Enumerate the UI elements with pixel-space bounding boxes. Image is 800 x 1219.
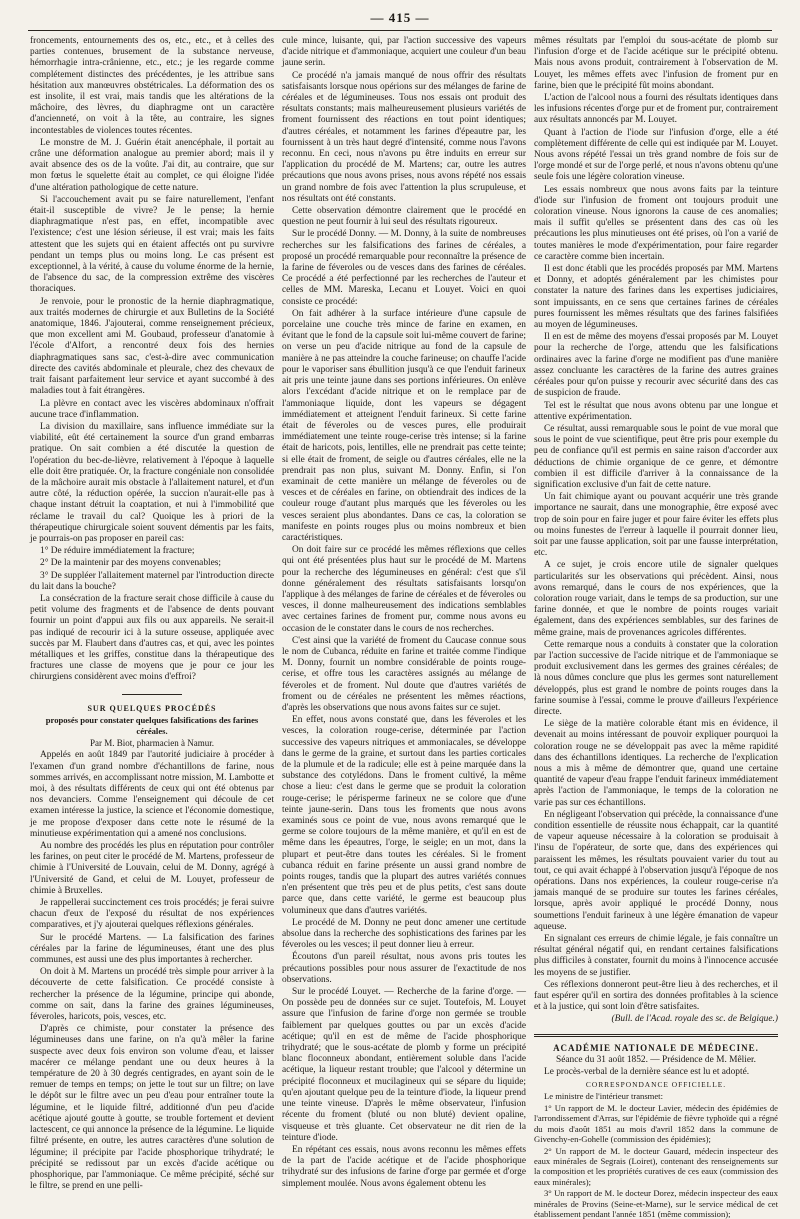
column-left — [30, 36, 274, 1192]
paragraph: Ce résultat, aussi remarquable sous le point de vue moral que sous le point de vue scientifique, peut être pris pour exemple du peu de confiance qu'il est permis en saine raison d'accorder aux déductions de chimie organique de ce genre, et démontre combien il est difficile d'arriver à la connaissance de la signification exclusive d'un fait de cette nature. — [534, 423, 778, 490]
paragraph: Il est donc établi que les procédés proposés par MM. Martens et Donny, et adoptés généralement par les chimistes pour constater la nature des farines dans les expertises judiciaires, sont impuissants, en ce sens que certaines farines de céréales pures fournissent les mêmes résultats que des farines falsifiées au moyen de légumineuses. — [534, 264, 778, 331]
paragraph: Il en est de même des moyens d'essai proposés par M. Louyet pour la recherche de l'orge, attendu que les falsifications ordinaires avec la farine d'orge ne modifient pas d'une manière assez concluante les caractères de la farine des autres graines céréales pour qu'on puisse y recourir avec sécurité dans des cas de suspicion de fraude. — [534, 332, 778, 399]
paragraph: Si l'accouchement avait pu se faire naturellement, l'enfant était-il susceptible de vivre? Je le pense; la hernie diaphragmatique n'est pas, en effet, incompatible avec l'existence; c'est une lésion sérieuse, il est vrai; mais les faits attestent que les sujets qui en étaient affectés ont pu survivre pendant un temps plus ou moins long. Le cas présent est exceptionnel, à la vérité, à cause du volume énorme de la hernie, de l'absence du sac, de la compression extrême des viscères thoraciques. — [30, 194, 274, 295]
paragraph: C'est ainsi que la variété de froment du Caucase connue sous le nom de Cubanca, réduite en farine et traitée comme l'indique M. Donny, fournit un nombre considérable de points rouge-cerise, et offre tous les caractères assignés au mélange de féveroles et de froment. Nul doute que d'autres variétés de froment ou de céréales ne présentent les mêmes réactions, d'après les observations que nous avons faites sur ce sujet. — [282, 635, 526, 713]
paragraph: En effet, nous avons constaté que, dans les féveroles et les vesces, la coloration rouge-cerise, déterminée par l'action successive des vapeurs nitriques et ammoniacales, se développe dans le germe de la graine, et surtout dans les parties corticales de la plumule et de la radicule; elle est à peine marquée dans la substance des cotylédons. Dans le froment cultivé, la même chose a lieu: c'est dans le germe que se produit la coloration rouge-cerise; le périsperme farineux ne se colore que d'une teinte jaune-serin. Dans tous les froments que nous avons examinés sous ce point de vue, nous avons remarqué que le germe se colore toujours de la même manière, et qu'il en est de même dans les épeautres, l'orge, le seigle; en un mot, dans la plupart et peut-être dans toutes les céréales. Si le froment cubanca réduit en farine présente un aussi grand nombre de points rouges, tandis que la plupart des autres variétés connues n'en présentent que très peu et de plus petits, c'est sans doute parce que, dans cette variété, le germe est beaucoup plus volumineux que dans d'autres variétés. — [282, 715, 526, 916]
list-item: Le ministre de l'intérieur transmet: — [544, 1091, 663, 1102]
source-citation: (Bull. de l'Acad. royale des sc. de Belgique.) — [611, 1014, 778, 1025]
section-title: SUR QUELQUES PROCÉDÉS — [87, 703, 217, 713]
paragraph: On fait adhérer à la surface intérieure d'une capsule de porcelaine une couche très mince de farine en examen, en évitant que le fond de la capsule soit lui-même couvert de farine; on verse un peu d'acide nitrique au fond de la capsule de manière à ne pas atteindre la couche farineuse; on chauffe l'acide pour le vaporiser sans ébullition jusqu'à ce que l'enduit farineux ait pris une teinte jaune dans ses portions inférieures. On enlève alors l'excédant d'acide nitrique et on le remplace par de l'ammoniaque liquide, dont les vapeurs se dégagent immédiatement et atteignent l'enduit farineux. Si cette farine était de féveroles ou de vesces pures, elle produirait immédiatement une teinte rouge-cerise très intense; si la farine était de haricots, pois, lentilles, elle ne prendrait pas cette teinte; si elle était de froment, de seigle ou d'autres céréales, elle ne la prendrait pas non plus, suivant M. Donny. Enfin, si l'on examinait de cette manière un mélange de féveroles ou de vesces et de céréales en farine, on obtiendrait des indices de la couleur rouge d'autant plus marqués que les féveroles ou les vesces seraient plus abondantes. Dans ce cas, la coloration se manifeste en points rouges plus ou moins nombreux et bien caractéristiques. — [282, 308, 526, 543]
paragraph: Les essais nombreux que nous avons faits par la teinture d'iode sur l'infusion de froment ont toujours produit une coloration vineuse. Nous ignorons la cause de ces anomalies; mais il suffit qu'elles se présentent dans des cas où les précautions les plus minutieuses ont été prises, où l'on a varié de toutes manières le mode d'expérimentation, pour faire regarder ce caractère comme bien incertain. — [534, 184, 778, 262]
paragraph: cule mince, luisante, qui, par l'action successive des vapeurs d'acide nitrique et d'ammoniaque, acquiert une couleur d'un beau jaune serin. — [282, 36, 526, 69]
paragraph: Le procédé de M. Donny ne peut donc amener une certitude absolue dans la recherche des sophistications des farines par les féveroles ou les vesces; il peut donner lieu à erreur. — [282, 917, 526, 951]
paragraph: Quant à l'action de l'iode sur l'infusion d'orge, elle a été complètement différente de celle qui est indiquée par M. Louyet. Nous avons répété l'essai un très grand nombre de fois sur de l'orge mondé et sur de l'orge perlé, et nous n'avons obtenu qu'une seule fois une légère coloration vineuse. — [534, 127, 778, 183]
paragraph: En signalant ces erreurs de chimie légale, je fais connaître un résultat général négatif qui, en rendant certaines falsifications plus difficiles à constater, fournit du moins à l'innocence accusée les moyens de se justifier. — [534, 934, 778, 978]
list-item: 3° Un rapport de M. le docteur Dorez, médecin inspecteur des eaux minérales de Provins (Seine-et-Marne), sur le service médical de cet établissement pendant l'année 1851 (même commission); — [534, 1188, 778, 1219]
paragraph: mêmes résultats par l'emploi du sous-acétate de plomb sur l'infusion d'orge et de l'acide acétique sur le précipité obtenu. Mais nous avons produit, contrairement à l'observation de M. Louyet, les mêmes effets avec l'infusion de froment pur en farine, bien que le précipité fût moins abondant. — [534, 36, 778, 91]
paragraph: Je rappellerai succinctement ces trois procédés; je ferai suivre chacun d'eux de l'exposé du résultat de nos expériences comparatives, et j'y ajouterai quelques réflexions générales. — [30, 898, 274, 931]
header-rule — [28, 30, 772, 31]
list-item: 2° De la maintenir par des moyens convenables; — [40, 558, 222, 569]
paragraph: A ce sujet, je crois encore utile de signaler quelques particularités sur les observations qui précèdent. Ainsi, nous avons remarqué, dans le cours de nos expériences, que la coloration rouge variait, dans le temps de sa production, sur une farine donnée, et que le nombre de points rouges variait également, dans des expériences semblables, sur des farines de même graine, mais de provenances agricoles différentes. — [534, 560, 778, 638]
section-subtitle: proposés pour constater quelques falsifications des farines céréales. — [45, 714, 259, 736]
session-line: Séance du 31 août 1852. — Présidence de M. Mêlier. — [556, 1054, 756, 1065]
paragraph: On doit faire sur ce procédé les mêmes réflexions que celles qui ont été présentées plus haut sur le procédé de M. Martens pour la recherche des légumineuses en général: c'est que s'il donne généralement des résultats satisfaisants lorsqu'on l'applique à des mélanges de farine de céréales et de féveroles ou vesces, il donne malheureusement des indications semblables avec certaines farines de froment pur, comme nous avons eu occasion de le constater dans le cours de nos recherches. — [282, 545, 526, 634]
paragraph: Ce procédé n'a jamais manqué de nous offrir des résultats satisfaisants lorsque nous opérions sur des mélanges de farine de céréales et de légumineuses. Tous nos essais ont produit des résultats constants; mais malheureusement plusieurs variétés de froment fournissent des réactions en tout point identiques; d'autres céréales, et notamment les farines d'épeautre par, les fournissent à un très haut degré d'intensité, comme nous l'avons reconnu. En ceci, nous n'avons pu être induits en erreur sur l'application du procédé de M. Martens; car, outre les autres précautions que nous avons prises, nous avons répété nos essais un grand nombre de fois avec l'attention la plus scrupuleuse, et nos résultats ont été constants. — [282, 70, 526, 204]
paragraph: On doit à M. Martens un procédé très simple pour arriver à la découverte de cette falsification. Ce procédé consiste à rechercher la présence de la légumine, principe qui abonde, comme on sait, dans la farine des graines légumineuses, féveroles, haricots, pois, vesces, etc. — [30, 967, 274, 1023]
paragraph: Tel est le résultat que nous avons obtenu par une longue et attentive expérimentation. — [534, 400, 778, 422]
paragraph: Appelés en août 1849 par l'autorité judiciaire à procéder à l'examen d'un grand nombre d'échantillons de farine, nous sommes arrivés, en accomplissant notre mission, M. Lambotte et moi, à des résultats différents de ceux qui ont été obtenus par nos devanciers. Comme l'enseignement qui découle de cet examen intéresse la justice, la science et l'économie domestique, je me propose d'exposer dans cette note le résumé de la minutieuse expérimentation qui a amené nos conclusions. — [30, 750, 274, 839]
list-item: 1° De réduire immédiatement la fracture; — [40, 546, 195, 557]
list-item: 1° Un rapport de M. le docteur Lavier, médecin des épidémies de l'arrondissement d'Arras, sur l'épidémie de fièvre typhoïde qui a régné du mois d'août 1851 au mois d'avril 1852 dans la commune de Givenchy-en-Gohelle (commission des épidémies); — [534, 1102, 778, 1145]
paragraph: La plèvre en contact avec les viscères abdominaux n'offrait aucune trace d'inflammation. — [30, 398, 274, 420]
paragraph: La consécration de la fracture serait chose difficile à cause du petit volume des fragments et de l'absence de dents pouvant fournir un point d'appui aux fils ou aux appareils. Ne serait-il pas indiqué de recourir ici à la suture osseuse, appliquée avec succès par M. Flaubert dans d'autres cas, et qui, avec les pointes métalliques et les griffes, constitue dans la thérapeutique des fractures une classe de moyens que je pour ce jour les chirurgiens considèrent avec moins d'effroi? — [30, 593, 274, 683]
paragraph: D'après ce chimiste, pour constater la présence des légumineuses dans une farine, on n'a qu'à mêler la farine suspecte avec deux fois environ son volume d'eau, et laisser macérer ce mélange pendant une ou deux heures à la température de 20 à 30 degrés centigrades, en ayant soin de le remuer de temps en temps; on jette le tout sur un filtre; on lave le dépôt sur le filtre avec un peu d'eau pour entraîner toute la légumine, et le liquide filtré, additionné d'un peu d'acide acétique ajouté goutte à goutte, se trouble fortement et devient lactescent, ce qui annonce la présence de la légumine. Le liquide filtré présente, en outre, les autres caractères d'une solution de légumine; il précipite par l'acide phosphorique trihydraté; le précipité se redissout par un excès d'acide acétique ou phosphorique, par l'ammoniaque. Ce même précipité, séché sur le filtre, se prend en une pelli- — [30, 1024, 274, 1192]
paragraph: Sur le procédé Louyet. — Recherche de la farine d'orge. — On possède peu de données sur ce sujet. Toutefois, M. Louyet assure que l'infusion de farine d'orge non germée se trouble faiblement par quelques gouttes ou par un excès d'acide acétique; qu'il en est de même de l'acide phosphorique trihydraté; que le sous-acétate de plomb y forme un précipité blanc floconneux abondant, entièrement soluble dans l'acide acétique, la liqueur restant trouble; que l'alcool y détermine un précipité floconneux et mucilagineux qui se sépare du liquide; qu'en ajoutant quelque peu de la teinture d'iode, la liqueur prend une teinte vineuse. D'après le même observateur, l'infusion récente du froment (bluté ou non bluté) devient opaline, visqueuse et très gluante. Cet observateur ne dit rien de la teinture d'iode. — [282, 987, 526, 1143]
section-divider — [122, 694, 182, 695]
paragraph: L'action de l'alcool nous a fourni des résultats identiques dans les infusions récentes d'orge pur et de froment pur, contrairement aux résultats annoncés par M. Louyet. — [534, 93, 778, 126]
paragraph: Je renvoie, pour le pronostic de la hernie diaphragmatique, aux traités modernes de chirurgie et aux Bulletins de la Société anatomique, 1846. J'ajouterai, comme renseignement précieux, que mon excellent ami M. Goubaud, professeur d'anatomie à l'école d'Alfort, a rencontré deux fois des hernies diaphragmatiques sans sac, c'est-à-dire avec communication directe des cavités abdominale et pleurale, chez des chevaux de trait faisant parfaitement leur service et ayant succombé à des maladies tout à fait étrangères. — [30, 296, 274, 397]
paragraph: Le procès-verbal de la dernière séance est lu et adopté. — [544, 1067, 750, 1078]
page-number: — 415 — — [370, 10, 430, 25]
paragraph: Sur le procédé Donny. — M. Donny, à la suite de nombreuses recherches sur les falsifications des farines de céréales, a proposé un procédé remarquable pour reconnaître la présence de la farine de féveroles ou de vesces dans des farines de céréales. Ce procédé a été perfectionné par les recherches de l'auteur et celles de MM. Mareska, Lecanu et Louyet. Voici en quoi consiste ce procédé: — [282, 229, 526, 307]
section-title: ACADÉMIE NATIONALE DE MÉDECINE. — [553, 1042, 759, 1053]
paragraph: Au nombre des procédés les plus en réputation pour contrôler les farines, on peut citer le procédé de M. Martens, professeur de chimie à l'Université de Louvain, celui de M. Donny, agrégé à l'Université de Gand, et celui de M. Louyet, professeur de chimie à Bruxelles. — [30, 841, 274, 896]
section-divider — [534, 1034, 778, 1037]
paragraph: Un fait chimique ayant ou pouvant acquérir une très grande importance ne saurait, dans une monographie, être exposé avec trop de soin pour en faire juger et pour faire éviter les effets plus ou moins funestes de l'erreur à laquelle il pourrait donner lieu, soit par une fausse application, soit par une fausse interprétation, etc. — [534, 492, 778, 559]
list-item: 2° Un rapport de M. le docteur Gauard, médecin inspecteur des eaux minérales de Segrais (Loiret), contenant des renseignements sur la composition et les propriétés curatives de ces eaux (commission des eaux minérales); — [534, 1145, 778, 1187]
paragraph: Écoutons d'un pareil résultat, nous avons pris toutes les précautions possibles pour nous assurer de l'exactitude de nos observations. — [282, 952, 526, 985]
paragraph: Le monstre de M. J. Guérin était anencéphale, il portait au crâne une déformation analogue au premier abord; mais il y avait absence des os de la voûte. J'ai dit, au contraire, que sur mon fœtus le squelette était au complet, ce qui éloigne l'idée d'une altération pathologique de cette nature. — [30, 137, 274, 193]
paragraph: En négligeant l'observation qui précède, la connaissance d'une condition essentielle de réussite nous échappait, car la quantité de vapeur aqueuse nécessaire à la coloration se produisait à l'insu de l'opérateur, de sorte que, dans des expériences qui paraissent les mêmes, les résultats pouvaient varier du tout au tout, ce qui avait échappé à l'observation jusqu'à l'époque de nos opérations. Dans nos expériences, la couleur rouge-cerise n'a jamais manqué de se produire sur toutes les farines céréales, lorsque, après avoir appliqué le procédé Donny, nous soumettions l'enduit farineux à une légère émanation de vapeur aqueuse. — [534, 809, 778, 932]
paragraph: Cette remarque nous a conduits à constater que la coloration par l'action successive de l'acide nitrique et de l'ammoniaque se produit exclusivement dans les germes des graines céréales; de là nous dûmes conclure que plus les germes sont naturellement développés, plus est grand le nombre de points rouges dans la farine soumise à l'essai, comme le prouve d'ailleurs l'expérience directe. — [534, 639, 778, 717]
column-middle — [282, 36, 526, 1189]
paragraph: Sur le procédé Martens. — La falsification des farines céréales par la farine de légumineuses, étant une des plus communes, est aussi une des plus importantes à rechercher. — [30, 932, 274, 966]
paragraph: Ces réflexions donneront peut-être lieu à des recherches, et il faut espérer qu'il en sortira des données profitables à la science et à la justice, qui sont loin d'être satisfaites. — [534, 979, 778, 1013]
paragraph: froncements, entournements des os, etc., etc., et à celles des parties contenues, brusement de la substance nerveuse, hémorrhagie intra-crânienne, etc., etc.; je les regarde comme complétement distinctes des précédentes, je les attribue sans hésitation aux manœuvres obstétricales. La déformation des os est insolite, il est vrai, mais tandis que les altérations de la mâchoire, des lèvres, du diaphragme ont un caractère d'ancienneté, on voit à la tête, au contraire, les signes incontestables de violences toutes récentes. — [30, 36, 274, 136]
paragraph: En répétant ces essais, nous avons reconnu les mêmes effets de la part de l'acide acétique et de l'acide phosphorique trihydraté sur des infusions de farine d'orge par germée et d'orge simplement moulée. Nous avons également obtenu les — [282, 1144, 526, 1189]
subsection-title: CORRESPONDANCE OFFICIELLE. — [585, 1080, 727, 1090]
byline: Par M. Biot, pharmacien à Namur. — [90, 738, 214, 749]
paragraph: La division du maxillaire, sans influence immédiate sur la viabilité, eût été certainement la source d'un grand embarras pratique. On sait combien a été discutée la question de l'opération du bec-de-lièvre, relativement à l'époque à laquelle elle doit être pratiquée. Or, la fracture congéniale non consolidée de la mâchoire aurait mis obstacle à l'allaitement naturel, et d'un autre côté, la réduction opérée, la succion n'aurait-elle pas à chaque instant détruit la coaptation, et nui à l'immobilité que réclame le travail du cal? Quoique les à priori de la thérapeutique chirurgicale soient souvent démentis par les faits, je pourrais-on pas proposer en pareil cas: — [30, 421, 274, 544]
column-right — [534, 36, 778, 1219]
paragraph: Le siège de la matière colorable étant mis en évidence, il devenait au moins intéressant de pouvoir expliquer pourquoi la coloration rouge ne se développait pas avec la même rapidité dans des échantillons identiques. La recherche de l'explication nous a mis à même de démontrer que, quand une certaine quantité de vapeur d'eau frappe l'enduit farineux immédiatement après l'action de l'ammoniaque, le temps de la coloration ne varie pas sur ces échantillons. — [534, 719, 778, 808]
list-item: 3° De suppléer l'allaitement maternel par l'introduction directe du lait dans la bouche? — [30, 570, 274, 592]
paragraph: Cette observation démontre clairement que le procédé en question ne peut fournir à lui seul des résultats rigoureux. — [282, 206, 526, 228]
